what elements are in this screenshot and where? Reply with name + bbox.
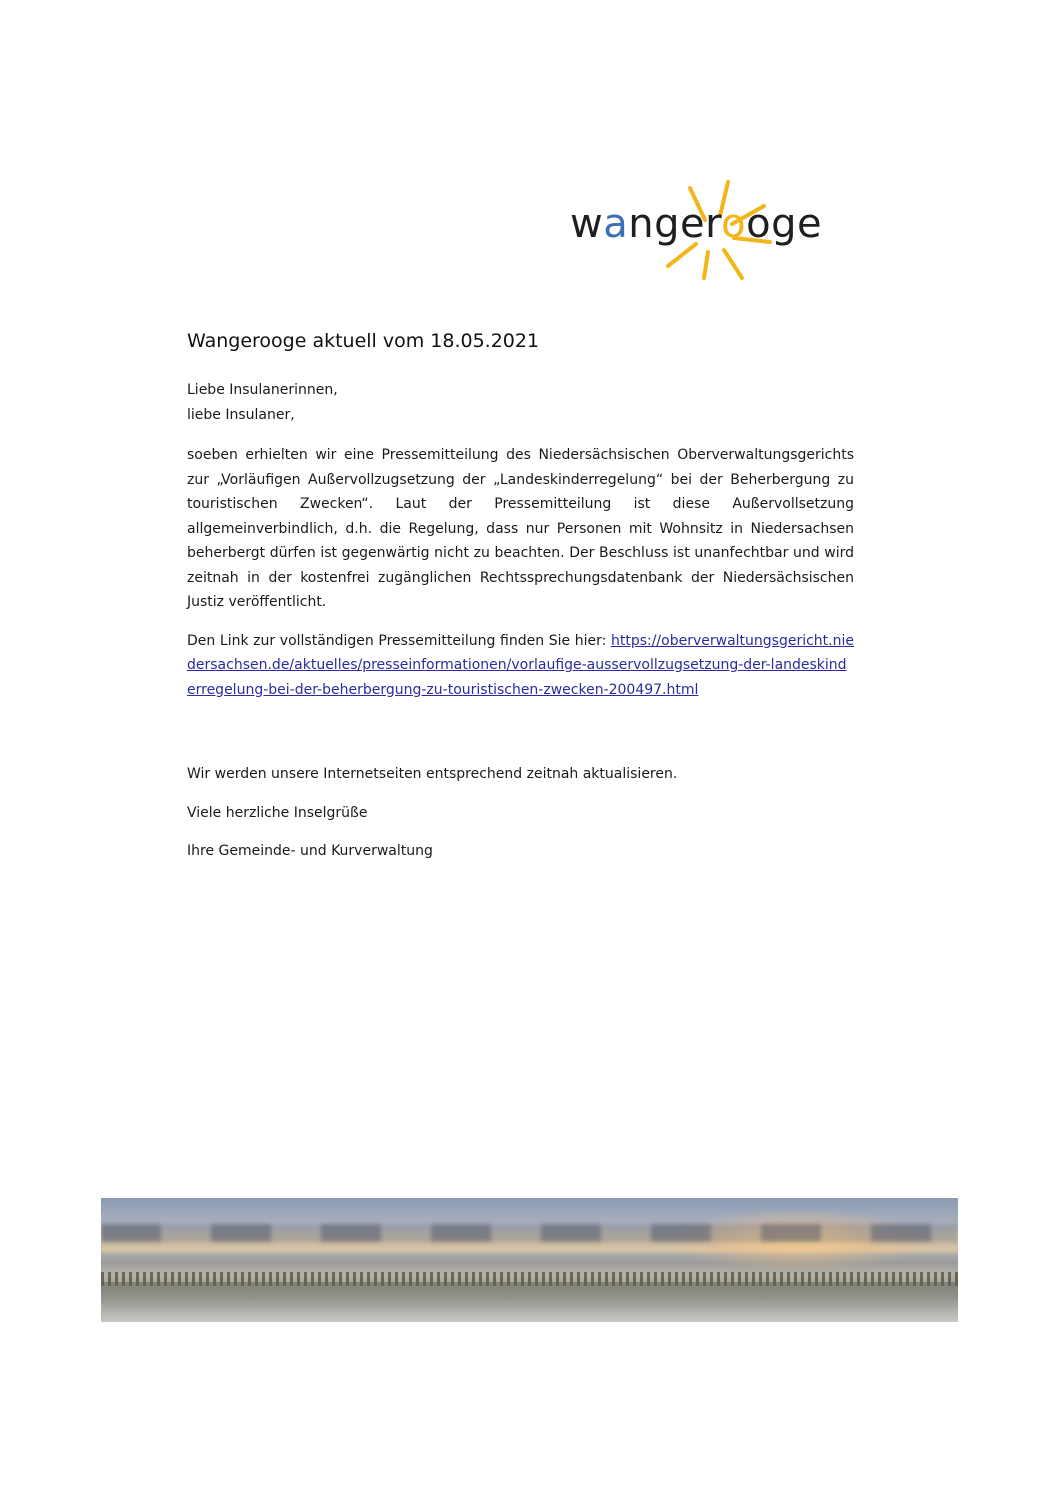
logo-wordmark: wangerooge xyxy=(570,201,823,247)
beach-panorama-image xyxy=(101,1198,958,1322)
press-release-link[interactable]: https://oberverwaltungsgericht.niedersachsen.de/aktuelles/presseinformationen/vorlaufige-ausservollzugsetzung-der-landeskinderregelung-bei-der-beherbergung-zu-touristischen-zwecken-200497.html xyxy=(187,632,854,698)
letter-body: soeben erhielten wir eine Pressemitteilung des Niedersächsischen Oberverwaltungsgerichts zur „Vorläufigen Außervollzugsetzung der „Landeskinderregelung“ bei der Beherbergung zu touristischen Zwecken“. Laut der Pressemitteilung ist diese Außervollsetzung allgemeinverbindlich, d.h. die Regelung, dass nur Personen mit Wohnsitz in Niedersachsen beherbergt dürfen ist gegenwärtig nicht zu beachten. Der Beschluss ist unanfechtbar und wird zeitnah in der kostenfrei zugänglichen Rechtssprechungsdatenbank der Niedersächsischen Justiz veröffentlicht. xyxy=(187,447,854,610)
signature: Ihre Gemeinde- und Kurverwaltung xyxy=(187,843,433,859)
letter-content xyxy=(187,330,854,878)
greeting-line-1: Liebe Insulanerinnen, xyxy=(187,382,338,398)
link-paragraph xyxy=(187,629,854,703)
greeting-line-2: liebe Insulaner, xyxy=(187,406,295,423)
greeting xyxy=(187,378,854,427)
wangerooge-logo xyxy=(560,180,823,280)
letter-heading: Wangerooge aktuell vom 18.05.2021 xyxy=(187,330,540,352)
update-note: Wir werden unsere Internetseiten entsprechend zeitnah aktualisieren. xyxy=(187,766,678,782)
link-intro: Den Link zur vollständigen Pressemitteilung finden Sie hier: xyxy=(187,632,607,649)
closing: Viele herzliche Inselgrüße xyxy=(187,804,368,821)
